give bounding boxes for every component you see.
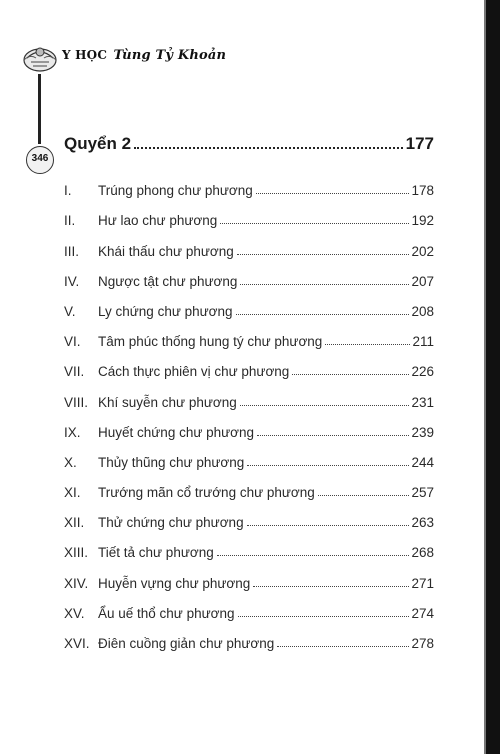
toc-entry	[64, 500, 434, 530]
page-edge	[486, 0, 500, 754]
toc-entry-number: II.	[64, 213, 76, 229]
toc-entry-title: Khí suyễn chư phương	[98, 394, 237, 410]
dot-leader	[247, 465, 409, 466]
toc-entry-title: Huyễn vựng chư phương	[98, 575, 251, 591]
toc-entry-title: Trúng phong chư phương	[98, 183, 253, 199]
dot-leader	[240, 284, 409, 285]
dot-leader	[240, 405, 410, 406]
toc-entry-number: XIII.	[64, 545, 89, 561]
toc-entry-title: Trướng mãn cổ trướng chư phương	[98, 485, 315, 501]
toc-list	[64, 168, 434, 651]
toc-section-heading	[64, 128, 434, 154]
toc-entry-title: Thủy thũng chư phương	[98, 454, 245, 470]
toc-entry	[64, 470, 434, 500]
toc-entry-title: Ly chứng chư phương	[98, 303, 233, 319]
toc-entry	[64, 591, 434, 621]
dot-leader	[292, 374, 409, 375]
decorative-vertical-rule	[38, 74, 41, 144]
toc-entry-page: 208	[411, 303, 434, 319]
toc-entry	[64, 410, 434, 440]
toc-entry-page: 263	[411, 515, 434, 531]
toc-entry	[64, 440, 434, 470]
toc-entry-page: 244	[411, 454, 434, 470]
dot-leader	[256, 193, 410, 194]
toc-entry-page: 268	[411, 545, 434, 561]
toc-entry-number: XII.	[64, 515, 85, 531]
toc-section-title: Quyển 2	[64, 134, 132, 153]
page-number: 346	[31, 153, 49, 164]
dot-leader	[237, 254, 410, 255]
toc-entry	[64, 228, 434, 258]
toc-entry-title: Điên cuồng giản chư phương	[98, 636, 275, 651]
toc-entry-title: Tiết tả chư phương	[98, 545, 214, 561]
dot-leader	[220, 223, 409, 224]
dot-leader	[238, 616, 410, 617]
dot-leader	[318, 495, 410, 496]
toc-entry-page: 202	[411, 243, 434, 259]
toc-entry-number: XVI.	[64, 636, 90, 651]
toc-entry-title: Ngược tật chư phương	[98, 273, 238, 289]
dot-leader	[257, 435, 409, 436]
toc-entry-number: IX.	[64, 424, 81, 440]
toc-entry-number: XI.	[64, 485, 81, 501]
header-title-script: Tùng Tỷ Khoản	[113, 48, 227, 63]
toc-entry-page: 211	[412, 334, 434, 350]
toc-entry-page: 192	[411, 213, 434, 229]
dot-leader	[236, 314, 410, 315]
toc-entry-title: Thử chứng chư phương	[98, 515, 244, 531]
toc-entry	[64, 349, 434, 379]
toc-entry-page: 271	[411, 575, 434, 591]
toc-entry-title: Huyết chứng chư phương	[98, 424, 255, 440]
toc-entry-number: VII.	[64, 364, 85, 380]
toc-entry-page: 226	[411, 364, 434, 380]
toc-entry	[64, 198, 434, 228]
toc-entry-number: XV.	[64, 605, 85, 621]
toc-entry	[64, 530, 434, 560]
toc-section-page: 177	[405, 134, 434, 153]
toc-entry-page: 231	[411, 394, 434, 410]
dot-leader	[253, 586, 409, 587]
toc-entry-number: VIII.	[64, 394, 89, 410]
toc-entry-number: I.	[64, 183, 72, 199]
toc-entry	[64, 319, 434, 349]
page-number-badge	[26, 146, 54, 174]
dot-leader	[247, 525, 410, 526]
toc-entry	[64, 289, 434, 319]
toc-entry	[64, 560, 434, 590]
toc-entry-page: 178	[411, 183, 434, 199]
toc-entry-page: 278	[411, 636, 434, 651]
toc-entry-page: 239	[411, 424, 434, 440]
book-emblem-icon	[22, 40, 58, 74]
dot-leader	[277, 646, 409, 647]
toc-entry-title: Cách thực phiên vị chư phương	[98, 364, 290, 380]
toc-entry-title: Hư lao chư phương	[98, 213, 218, 229]
toc-entry-page: 207	[411, 273, 434, 289]
toc-entry-number: IV.	[64, 273, 80, 289]
toc-entry	[64, 621, 434, 651]
toc-entry-page: 274	[411, 605, 434, 621]
toc-entry-number: XIV.	[64, 575, 89, 591]
toc-entry	[64, 379, 434, 409]
dot-leader	[325, 344, 410, 345]
dot-leader	[217, 555, 410, 556]
toc-entry-title: Khái thấu chư phương	[98, 243, 234, 259]
running-header	[22, 40, 227, 80]
toc-entry-number: V.	[64, 303, 76, 319]
header-title	[62, 48, 226, 63]
toc-entry	[64, 168, 434, 198]
toc-entry	[64, 259, 434, 289]
toc-entry-number: III.	[64, 243, 80, 259]
header-title-prefix: Y HỌC	[62, 48, 108, 62]
toc-entry-number: VI.	[64, 334, 81, 350]
toc-entry-number: X.	[64, 454, 77, 470]
dot-leader	[134, 147, 403, 149]
toc-entry-page: 257	[411, 485, 434, 501]
toc-entry-title: Ẩu uế thổ chư phương	[98, 605, 235, 621]
toc-entry-title: Tâm phúc thống hung tý chư phương	[98, 334, 323, 350]
